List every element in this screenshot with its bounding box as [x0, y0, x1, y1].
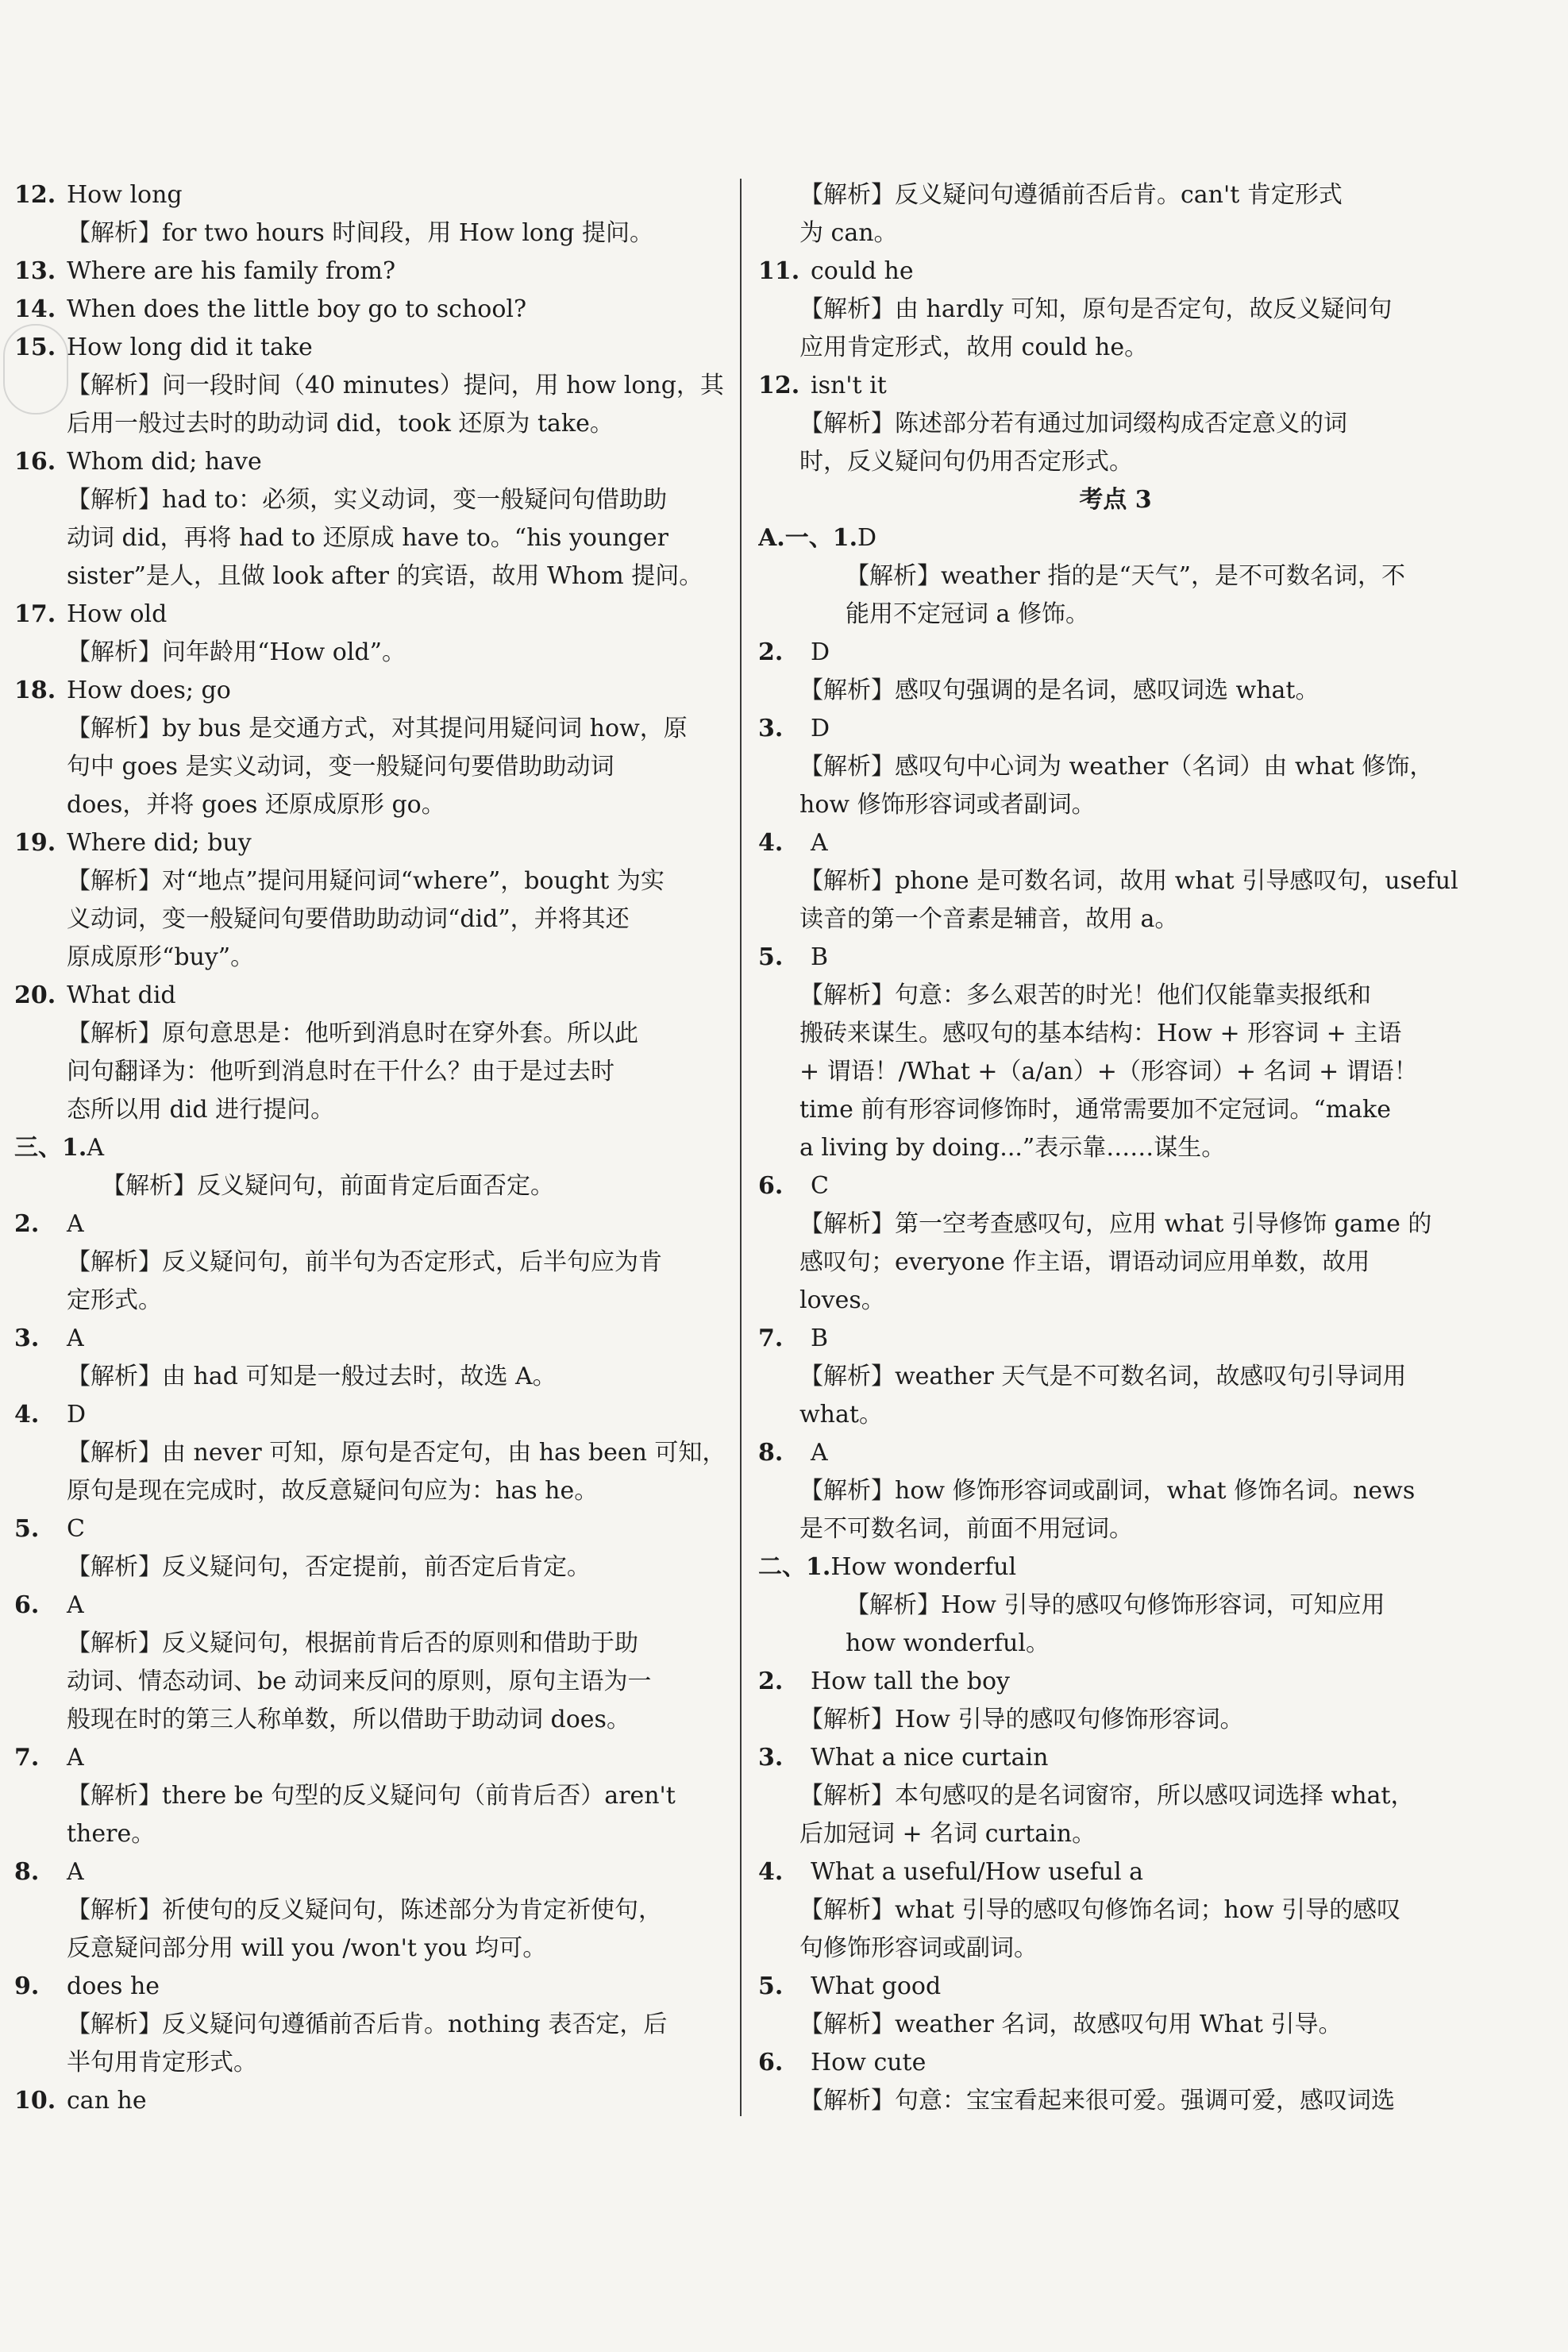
- line-text: A: [811, 829, 828, 857]
- explanation-line: [758, 1891, 1473, 1930]
- question-line: [758, 253, 1473, 291]
- line-text: What a nice curtain: [811, 1744, 1049, 1772]
- line-text: 动词 did，再将 had to 还原成 have to。“his younger: [67, 524, 668, 552]
- question-line: [14, 1968, 733, 2006]
- question-number: 5.: [14, 1515, 40, 1543]
- question-number: 13.: [14, 257, 56, 285]
- question-line: [758, 1434, 1473, 1472]
- explanation-line: [14, 1663, 733, 1701]
- line-text: 后用一般过去时的助动词 did，took 还原为 take。: [67, 410, 614, 438]
- explanation-line: [14, 2006, 733, 2044]
- question-number: 2.: [14, 1210, 40, 1238]
- question-line: [758, 634, 1473, 672]
- explanation-line: [14, 1930, 733, 1968]
- explanation-line: [758, 405, 1473, 443]
- line-text: 【解析】句意：多么艰苦的时光！他们仅能靠卖报纸和: [799, 981, 1371, 1009]
- explanation-line: [758, 1053, 1473, 1091]
- line-text: 【解析】what 引导的感叹句修饰名词；how 引导的感叹: [799, 1896, 1401, 1924]
- line-text: 定形式。: [67, 1286, 162, 1314]
- explanation-line: [14, 634, 733, 672]
- line-text: 原成原形“buy”。: [67, 943, 255, 971]
- explanation-line: [758, 1358, 1473, 1396]
- explanation-line: [14, 1358, 733, 1396]
- line-text: 【解析】weather 指的是“天气”，是不可数名词，不: [846, 562, 1405, 590]
- line-text: What good: [811, 1972, 942, 2000]
- line-text: how 修饰形容词或者副词。: [799, 791, 1096, 819]
- explanation-line: [14, 1434, 733, 1472]
- explanation-line: [758, 1091, 1473, 1129]
- line-text: 原句是现在完成时，故反意疑问句应为：has he。: [67, 1477, 599, 1505]
- explanation-line: [758, 862, 1473, 900]
- explanation-line: [758, 1205, 1473, 1243]
- question-number: 2.: [758, 638, 784, 666]
- line-text: 【解析】问年龄用“How old”。: [67, 638, 406, 666]
- line-text: 态所以用 did 进行提问。: [67, 1096, 335, 1124]
- line-text: what。: [799, 1401, 883, 1429]
- line-text: 【解析】weather 名词，故感叹句用 What 引导。: [799, 2011, 1343, 2038]
- question-line: [758, 1663, 1473, 1701]
- question-number: 4.: [758, 1858, 784, 1886]
- explanation-line: [14, 1053, 733, 1091]
- line-text: Whom did; have: [67, 448, 262, 476]
- line-text: How long: [67, 181, 183, 209]
- line-text: 时，反义疑问句仍用否定形式。: [799, 448, 1133, 476]
- line-text: B: [811, 943, 829, 971]
- question-number: 5.: [758, 943, 784, 971]
- line-text: 【解析】反义疑问句，根据前肯后否的原则和借助于助: [67, 1629, 638, 1657]
- explanation-line: [758, 291, 1473, 329]
- right-column: [758, 176, 1473, 2120]
- explanation-line: [758, 900, 1473, 939]
- explanation-line: [14, 786, 733, 824]
- explanation-line: [14, 862, 733, 900]
- explanation-line: [14, 710, 733, 748]
- question-number: 6.: [14, 1591, 40, 1619]
- line-text: does he: [67, 1972, 160, 2000]
- line-text: 【解析】反义疑问句遵循前否后肯。can't 肯定形式: [799, 181, 1343, 209]
- line-text: 【解析】phone 是可数名词，故用 what 引导感叹句，useful: [799, 867, 1458, 895]
- question-number: 7.: [14, 1744, 40, 1772]
- line-text: 【解析】由 hardly 可知，原句是否定句，故反义疑问句: [799, 295, 1393, 323]
- explanation-line: [758, 977, 1473, 1015]
- line-text: 【解析】反义疑问句，前半句为否定形式，后半句应为肯: [67, 1248, 662, 1276]
- explanation-line: [758, 1243, 1473, 1282]
- explanation-line: [758, 443, 1473, 481]
- question-line: [758, 939, 1473, 977]
- explanation-line: [14, 557, 733, 596]
- line-text: How does; go: [67, 677, 231, 704]
- question-line: [758, 824, 1473, 862]
- line-text: 是不可数名词，前面不用冠词。: [799, 1515, 1133, 1543]
- line-text: 【解析】反义疑问句，否定提前，前否定后肯定。: [67, 1553, 591, 1581]
- explanation-line: [758, 1701, 1473, 1739]
- question-number: 12.: [758, 372, 800, 399]
- question-number: 17.: [14, 600, 56, 628]
- question-number: 三、1.: [14, 1134, 87, 1162]
- question-line: [14, 977, 733, 1015]
- line-text: 能用不定冠词 a 修饰。: [846, 600, 1089, 628]
- line-text: What a useful/How useful a: [811, 1858, 1144, 1886]
- explanation-line: [758, 1472, 1473, 1510]
- line-text: A: [87, 1134, 104, 1162]
- line-text: How wonderful: [830, 1553, 1017, 1581]
- line-text: 【解析】陈述部分若有通过加词缀构成否定意义的词: [799, 410, 1347, 438]
- question-line: [14, 1129, 733, 1167]
- question-line: [14, 176, 733, 214]
- question-number: 4.: [14, 1401, 40, 1429]
- line-text: 半句用肯定形式。: [67, 2049, 257, 2076]
- line-text: D: [67, 1401, 87, 1429]
- explanation-line: [14, 939, 733, 977]
- line-text: 【解析】由 never 可知，原句是否定句，由 has been 可知，: [67, 1439, 726, 1467]
- left-column: [14, 176, 733, 2120]
- question-line: [14, 1396, 733, 1434]
- line-text: 动词、情态动词、be 动词来反问的原则，原句主语为一: [67, 1668, 652, 1695]
- line-text: 【解析】问一段时间（40 minutes）提问，用 how long，其: [67, 372, 724, 399]
- explanation-line: [758, 1587, 1473, 1625]
- question-line: [14, 253, 733, 291]
- explanation-line: [14, 1015, 733, 1053]
- question-line: [14, 1587, 733, 1625]
- line-text: does，并将 goes 还原成原形 go。: [67, 791, 445, 819]
- question-number: 2.: [758, 1668, 784, 1695]
- question-number: 7.: [758, 1324, 784, 1352]
- line-text: a living by doing...”表示靠……谋生。: [799, 1134, 1226, 1162]
- line-text: 【解析】由 had 可知是一般过去时，故选 A。: [67, 1363, 557, 1390]
- line-text: 【解析】第一空考查感叹句，应用 what 引导修饰 game 的: [799, 1210, 1432, 1238]
- explanation-line: [14, 1472, 733, 1510]
- explanation-line: [758, 1777, 1473, 1815]
- line-text: 【解析】感叹句中心词为 weather（名词）由 what 修饰，: [799, 753, 1434, 781]
- explanation-line: [758, 596, 1473, 634]
- line-text: loves。: [799, 1286, 885, 1314]
- explanation-line: [758, 1396, 1473, 1434]
- question-line: [14, 824, 733, 862]
- explanation-line: [758, 1510, 1473, 1548]
- question-line: [758, 519, 1473, 557]
- line-text: 【解析】句意：宝宝看起来很可爱。强调可爱，感叹词选: [799, 2087, 1395, 2115]
- question-line: [758, 1739, 1473, 1777]
- question-number: 10.: [14, 2087, 56, 2115]
- line-text: 【解析】how 修饰形容词或副词，what 修饰名词。news: [799, 1477, 1416, 1505]
- line-text: isn't it: [811, 372, 887, 399]
- line-text: 后加冠词 + 名词 curtain。: [799, 1820, 1096, 1848]
- line-text: C: [67, 1515, 85, 1543]
- explanation-line: [14, 1548, 733, 1587]
- question-line: [758, 1968, 1473, 2006]
- line-text: 【解析】祈使句的反义疑问句，陈述部分为肯定祈使句，: [67, 1896, 662, 1924]
- question-line: [758, 1853, 1473, 1891]
- column-divider: [740, 179, 742, 2116]
- question-number: 6.: [758, 1172, 784, 1200]
- explanation-line: [14, 1625, 733, 1663]
- line-text: A: [67, 1858, 84, 1886]
- line-text: What did: [67, 981, 176, 1009]
- explanation-line: [14, 1891, 733, 1930]
- explanation-line: [758, 176, 1473, 214]
- explanation-line: [758, 748, 1473, 786]
- explanation-line: [758, 1815, 1473, 1853]
- question-number: 3.: [758, 715, 784, 742]
- question-line: [14, 1853, 733, 1891]
- line-text: 【解析】原句意思是：他听到消息时在穿外套。所以此: [67, 1020, 638, 1047]
- question-number: 9.: [14, 1972, 40, 2000]
- explanation-line: [758, 1930, 1473, 1968]
- question-line: [758, 2044, 1473, 2082]
- explanation-line: [14, 405, 733, 443]
- explanation-line: [14, 367, 733, 405]
- line-text: 应用肯定形式，故用 could he。: [799, 334, 1149, 361]
- line-text: 【解析】本句感叹的是名词窗帘，所以感叹词选择 what，: [799, 1782, 1415, 1810]
- question-line: [758, 710, 1473, 748]
- explanation-line: [14, 1243, 733, 1282]
- line-text: 句修饰形容词或副词。: [799, 1934, 1038, 1962]
- line-text: A: [67, 1744, 84, 1772]
- line-text: 【解析】感叹句强调的是名词，感叹词选 what。: [799, 677, 1320, 704]
- question-line: [14, 329, 733, 367]
- line-text: How cute: [811, 2049, 927, 2076]
- explanation-line: [758, 1282, 1473, 1320]
- line-text: Where are his family from?: [67, 257, 396, 285]
- line-text: 般现在时的第三人称单数，所以借助于助动词 does。: [67, 1706, 630, 1733]
- explanation-line: [14, 1282, 733, 1320]
- explanation-line: [758, 786, 1473, 824]
- question-line: [758, 1548, 1473, 1587]
- question-line: [14, 596, 733, 634]
- line-text: time 前有形容词修饰时，通常需要加不定冠词。“make: [799, 1096, 1391, 1124]
- explanation-line: [758, 1129, 1473, 1167]
- line-text: 【解析】weather 天气是不可数名词，故感叹句引导词用: [799, 1363, 1407, 1390]
- question-number: 8.: [14, 1858, 40, 1886]
- explanation-line: [14, 1167, 733, 1205]
- line-text: 反意疑问部分用 will you /won't you 均可。: [67, 1934, 547, 1962]
- line-text: sister”是人，且做 look after 的宾语，故用 Whom 提问。: [67, 562, 703, 590]
- line-text: How long did it take: [67, 334, 313, 361]
- question-number: 14.: [14, 295, 56, 323]
- question-number: 6.: [758, 2049, 784, 2076]
- line-text: can he: [67, 2087, 147, 2115]
- question-number: 4.: [758, 829, 784, 857]
- explanation-line: [758, 557, 1473, 596]
- line-text: Where did; buy: [67, 829, 252, 857]
- line-text: D: [857, 524, 877, 552]
- line-text: B: [811, 1324, 829, 1352]
- question-number: 16.: [14, 448, 56, 476]
- line-text: 为 can。: [799, 219, 898, 247]
- line-text: D: [811, 638, 830, 666]
- line-text: A: [811, 1439, 828, 1467]
- line-text: 读音的第一个音素是辅音，故用 a。: [799, 905, 1179, 933]
- explanation-line: [14, 748, 733, 786]
- question-number: 15.: [14, 334, 56, 361]
- explanation-line: [758, 329, 1473, 367]
- explanation-line: [758, 481, 1473, 519]
- question-number: 二、1.: [758, 1553, 831, 1581]
- question-line: [758, 1320, 1473, 1358]
- line-text: C: [811, 1172, 829, 1200]
- question-line: [14, 2082, 733, 2120]
- explanation-line: [758, 672, 1473, 710]
- question-number: A.一、1.: [758, 524, 858, 552]
- question-line: [14, 1320, 733, 1358]
- line-text: How tall the boy: [811, 1668, 1010, 1695]
- explanation-line: [14, 1701, 733, 1739]
- line-text: 【解析】How 引导的感叹句修饰形容词。: [799, 1706, 1244, 1733]
- line-text: how wonderful。: [846, 1629, 1050, 1657]
- question-line: [14, 672, 733, 710]
- line-text: 义动词，变一般疑问句要借助助动词“did”，并将其还: [67, 905, 630, 933]
- explanation-line: [758, 1625, 1473, 1663]
- line-text: 【解析】对“地点”提问用疑问词“where”，bought 为实: [67, 867, 665, 895]
- line-text: When does the little boy go to school?: [67, 295, 527, 323]
- question-line: [14, 1739, 733, 1777]
- line-text: 【解析】How 引导的感叹句修饰形容词，可知应用: [846, 1591, 1385, 1619]
- explanation-line: [758, 1015, 1473, 1053]
- question-number: 8.: [758, 1439, 784, 1467]
- line-text: How old: [67, 600, 168, 628]
- explanation-line: [14, 1777, 733, 1815]
- explanation-line: [758, 2006, 1473, 2044]
- question-line: [758, 367, 1473, 405]
- question-number: 19.: [14, 829, 56, 857]
- line-text: there。: [67, 1820, 156, 1848]
- explanation-line: [14, 1091, 733, 1129]
- explanation-line: [14, 2044, 733, 2082]
- explanation-line: [14, 214, 733, 253]
- line-text: 考点 3: [1079, 486, 1152, 514]
- explanation-line: [14, 900, 733, 939]
- line-text: D: [811, 715, 830, 742]
- line-text: 感叹句；everyone 作主语，谓语动词应用单数，故用: [799, 1248, 1370, 1276]
- line-text: 【解析】there be 句型的反义疑问句（前肯后否）aren't: [67, 1782, 676, 1810]
- line-text: 句中 goes 是实义动词，变一般疑问句要借助助动词: [67, 753, 614, 781]
- line-text: A: [67, 1210, 84, 1238]
- question-number: 5.: [758, 1972, 784, 2000]
- line-text: A: [67, 1324, 84, 1352]
- line-text: 【解析】for two hours 时间段，用 How long 提问。: [67, 219, 654, 247]
- line-text: could he: [811, 257, 914, 285]
- explanation-line: [14, 519, 733, 557]
- line-text: 【解析】反义疑问句，前面肯定后面否定。: [102, 1172, 554, 1200]
- explanation-line: [758, 2082, 1473, 2120]
- explanation-line: [14, 481, 733, 519]
- line-text: 搬砖来谋生。感叹句的基本结构：How + 形容词 + 主语: [799, 1020, 1402, 1047]
- question-line: [14, 1205, 733, 1243]
- question-number: 20.: [14, 981, 56, 1009]
- question-number: 18.: [14, 677, 56, 704]
- line-text: 【解析】反义疑问句遵循前否后肯。nothing 表否定，后: [67, 2011, 668, 2038]
- line-text: A: [67, 1591, 84, 1619]
- question-number: 3.: [758, 1744, 784, 1772]
- question-line: [758, 1167, 1473, 1205]
- question-line: [14, 1510, 733, 1548]
- question-line: [14, 291, 733, 329]
- line-text: 问句翻译为：他听到消息时在干什么？由于是过去时: [67, 1058, 614, 1085]
- explanation-line: [14, 1815, 733, 1853]
- line-text: + 谓语！/What +（a/an）+（形容词）+ 名词 + 谓语！: [799, 1058, 1418, 1085]
- question-number: 3.: [14, 1324, 40, 1352]
- line-text: 【解析】had to：必须，实义动词，变一般疑问句借助助: [67, 486, 668, 514]
- question-number: 11.: [758, 257, 800, 285]
- line-text: 【解析】by bus 是交通方式，对其提问用疑问词 how，原: [67, 715, 688, 742]
- question-number: 12.: [14, 181, 56, 209]
- question-line: [14, 443, 733, 481]
- explanation-line: [758, 214, 1473, 253]
